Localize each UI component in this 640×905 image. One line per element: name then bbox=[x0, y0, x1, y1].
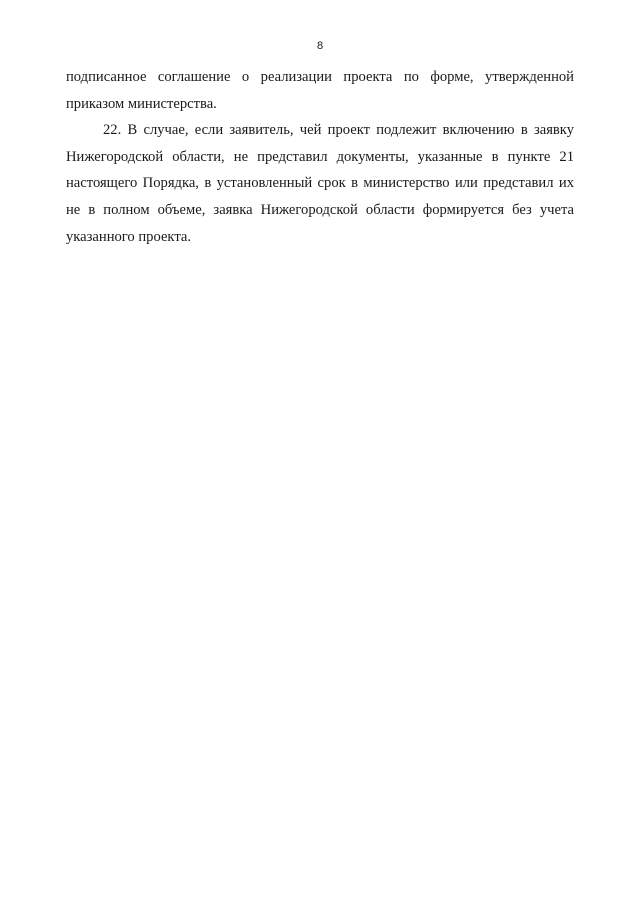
paragraph-continuation: подписанное соглашение о реализации проекта по форме, утвержденной приказом министерства. bbox=[66, 69, 574, 112]
paragraph-item-22: 22. В случае, если заявитель, чей проект подлежит включению в заявку Нижегородской области, не представил документы, указанные в пункте 21 настоящего Порядка, в установленный срок в министерство или представил их не в полном объеме, заявка Нижегородской области формируется без учета указанного проекта. bbox=[66, 122, 574, 245]
page-number: 8 bbox=[316, 40, 324, 52]
document-body bbox=[66, 64, 574, 250]
